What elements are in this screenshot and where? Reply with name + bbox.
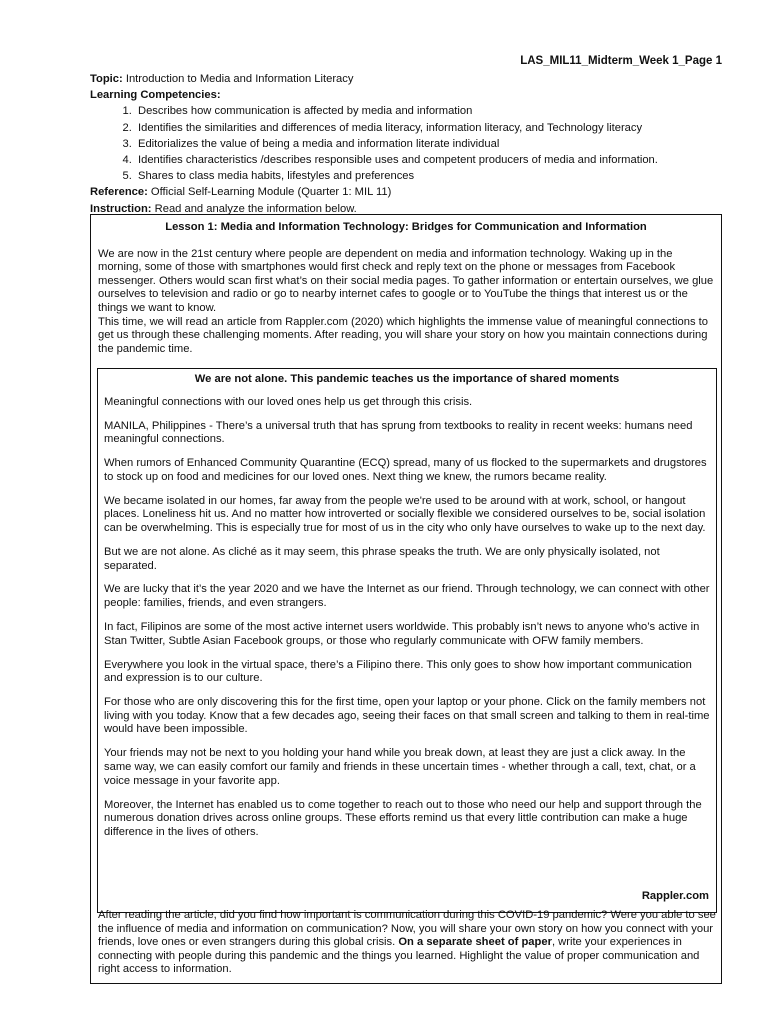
article-paragraph: Meaningful connections with our loved ones help us get through this crisis.: [104, 395, 473, 408]
list-item: 1. Describes how communication is affected by media and information: [135, 103, 730, 119]
article-paragraph: Moreover, the Internet has enabled us to come together to reach out to those who need our help and support through the numerous donation drives across online groups. These efforts remind us that every little contribution can make a huge difference in the lives of others.: [104, 798, 702, 838]
competencies-list: [90, 103, 730, 184]
closing-emphasis: On a separate sheet of paper: [398, 936, 552, 949]
lesson-meta: [90, 71, 730, 217]
closing-text: , write your experiences in connecting with people during this pandemic and the things you learned. Highlight the value of proper communication and right access to information.: [98, 936, 700, 976]
page-header: LAS_MIL11_Midterm_Week 1_Page 1: [520, 55, 722, 67]
intro-paragraph: This time, we will read an article from Rappler.com (2020) which highlights the immense value of meaningful connections to get us through these challenging moments. After reading, you will share your story on how you maintain connections during the pandemic time.: [98, 315, 709, 355]
reference-line: [90, 184, 730, 200]
article-paragraph: But we are not alone. As cliché as it may seem, this phrase speaks the truth. We are only physically isolated, not separated.: [104, 545, 660, 572]
topic-value: Introduction to Media and Information Literacy: [122, 73, 354, 85]
article-paragraph: For those who are only discovering this for the first time, open your laptop or your phone. Click on the family members not living with you today. Know that a few decades ago, seeing their faces on that small screen and talking to them in real-time would have been impossible.: [104, 696, 710, 736]
closing-text: After reading the article, did you find how important is communication during this COVID-19 pandemic? Were you able to see the influence of media and information on communication? Now, you will share your own story on how you connect with your friends, love ones or even strangers during this global crisis.: [98, 909, 716, 949]
topic-line: [90, 71, 730, 87]
list-item: 4. Identifies characteristics /describes responsible uses and competent producers of media and information.: [135, 152, 730, 168]
article-paragraph: Everywhere you look in the virtual space, there’s a Filipino there. This only goes to show how important communication and expression is to our culture.: [104, 658, 692, 685]
reference-label: Reference:: [90, 186, 148, 199]
list-item: 5. Shares to class media habits, lifestyles and preferences: [135, 168, 730, 184]
lesson-title: Lesson 1: Media and Information Technology: Bridges for Communication and Information: [165, 221, 647, 233]
intro-paragraph: We are now in the 21st century where people are dependent on media and information technology. Waking up in the morning, some of those with smartphones would first check and reply text on the phone or messages from Facebook messenger. Others would scan first what’s on their social media pages. To gather information or entertain ourselves, we glue ourselves to television and radio or go to nearby internet cafes to google or to YouTube the things that interest us or the things we want to know.: [98, 247, 714, 314]
topic-label: Topic:: [90, 73, 123, 85]
article-paragraph: When rumors of Enhanced Community Quarantine (ECQ) spread, many of us flocked to the supermarkets and drugstores to stock up on food and medicines for our loved ones. Next thing we knew, the rumors became reality.: [104, 457, 707, 483]
article-title: We are not alone. This pandemic teaches us the importance of shared moments: [194, 373, 620, 385]
article-paragraph: We became isolated in our homes, far away from the people we're used to be around with at work, school, or hangout places. Loneliness hit us. And no matter how introverted or socially flexible we considered ourselves to be, social isolation can be overwhelming. This is especially true for most of us in the city who only have ourselves to wake up to the next day.: [104, 494, 706, 534]
instruction-value: Read and analyze the information below.: [151, 202, 357, 215]
article-source: Rappler.com: [641, 890, 709, 903]
article-paragraph: Your friends may not be next to you holding your hand while you break down, at least they are just a click away. In the same way, we can easily comfort our family and friends in these uncertain times - whether through a call, text, chat, or a voice message in your favorite app.: [104, 747, 696, 787]
article-paragraph: We are lucky that it’s the year 2020 and we have the Internet as our friend. Through technology, we can connect with other people: families, friends, and even strangers.: [104, 583, 710, 610]
article-paragraph: MANILA, Philippines - There’s a universal truth that has sprung from textbooks to reality in recent weeks: humans need meaningful connections.: [104, 419, 693, 446]
article-paragraph: In fact, Filipinos are some of the most active internet users worldwide. This probably isn’t news to anyone who’s active in Stan Twitter, Subtle Asian Facebook groups, or those who regularly communicate with OFW family members.: [104, 621, 700, 647]
competencies-label: Learning Competencies:: [90, 89, 221, 102]
instruction-label: Instruction:: [90, 202, 152, 215]
reference-value: Official Self-Learning Module (Quarter 1: MIL 11): [147, 186, 392, 199]
list-item: 3. Editorializes the value of being a media and information literate individual: [135, 136, 730, 152]
article-box: [97, 368, 717, 913]
lesson-intro: [98, 248, 714, 357]
list-item: 2. Identifies the similarities and differences of media literacy, information literacy, and Technology literacy: [135, 120, 730, 136]
closing-instructions: [98, 909, 718, 977]
lesson-box: [90, 214, 722, 984]
